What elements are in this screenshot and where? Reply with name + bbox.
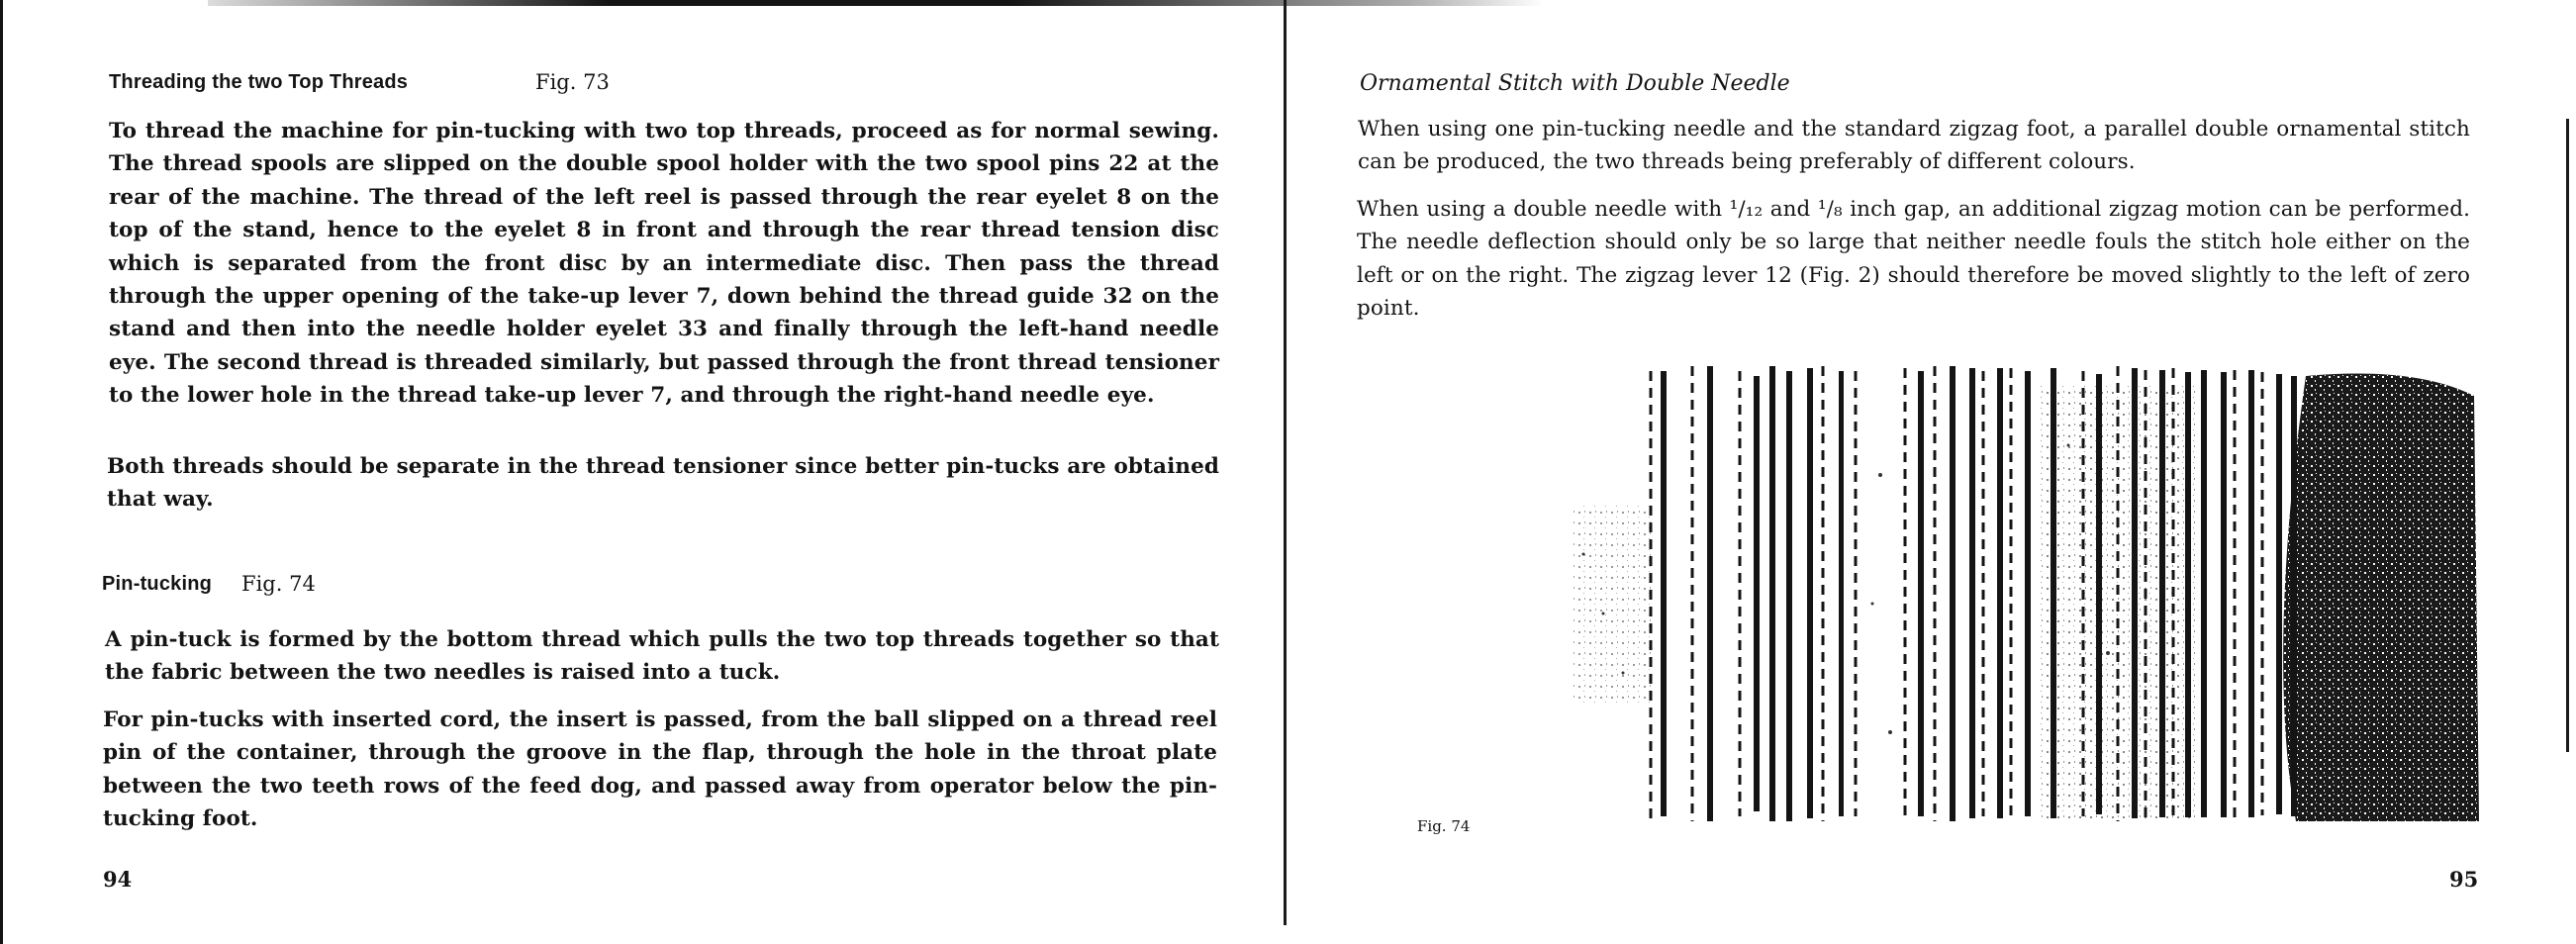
section-heading-threading: Threading the two Top Threads	[109, 71, 409, 93]
section-heading-pin-tucking: Pin-tucking	[102, 573, 213, 595]
paragraph-threads-separate: Both threads should be separate in the thread tensioner since better pin-tucks are obtained that way.	[107, 454, 1219, 513]
paragraph-double-needle-zigzag: When using a double needle with ¹/₁₂ and ¹/₈ inch gap, an additional zigzag motion can be performed. The needle deflection should only be so large that neither needle fouls the stitch hole either on the left or on the right. The zigzag lever 12 (Fig. 2) should therefore be moved slightly to the left of zero point.	[1357, 197, 2470, 322]
section-heading-ornamental-stitch: Ornamental Stitch with Double Needle	[1360, 71, 1790, 96]
page-number-left: 94	[103, 867, 133, 892]
left-page	[0, 0, 1285, 944]
paragraph-parallel-double-stitch: When using one pin-tucking needle and the standard zigzag foot, a parallel double ornamental stitch can be produced, the two threads being preferably of different colours.	[1358, 117, 2470, 175]
pin-tucking-stitch-sample-photo	[1544, 356, 2484, 831]
figure-caption: Fig. 74	[1417, 817, 1471, 835]
scan-right-edge	[2566, 119, 2569, 752]
paragraph-pin-tuck-formed: A pin-tuck is formed by the bottom thread which pulls the two top threads together so that the fabric between the two needles is raised into a tuck.	[105, 627, 1219, 686]
paragraph-threading-instructions: To thread the machine for pin-tucking with two top threads, proceed as for normal sewing. The thread spools are slipped on the double spool holder with the two spool pins 22 at the rear of the machine. The thread of the left reel is passed through the rear eyelet 8 on the top of the stand, hence to the eyelet 8 in front and through the rear thread tension disc which is separated from the front disc by an intermediate disc. Then pass the thread through the upper opening of the take-up lever 7, down behind the thread guide 32 on the stand and then into the needle holder eyelet 33 and finally through the left-hand needle eye. The second thread is threaded similarly, but passed through the front thread tensioner to the lower hole in the thread take-up lever 7, and through the right-hand needle eye.	[109, 119, 1219, 409]
paragraph-inserted-cord: For pin-tucks with inserted cord, the insert is passed, from the ball slipped on a thread reel pin of the container, through the groove in the flap, through the hole in the throat plate between the two teeth rows of the feed dog, and passed away from operator below the pin-tucking foot.	[103, 708, 1217, 832]
fig-ref-73: Fig. 73	[535, 70, 610, 94]
page-number-right: 95	[2449, 867, 2479, 892]
fig-ref-74: Fig. 74	[241, 572, 316, 596]
